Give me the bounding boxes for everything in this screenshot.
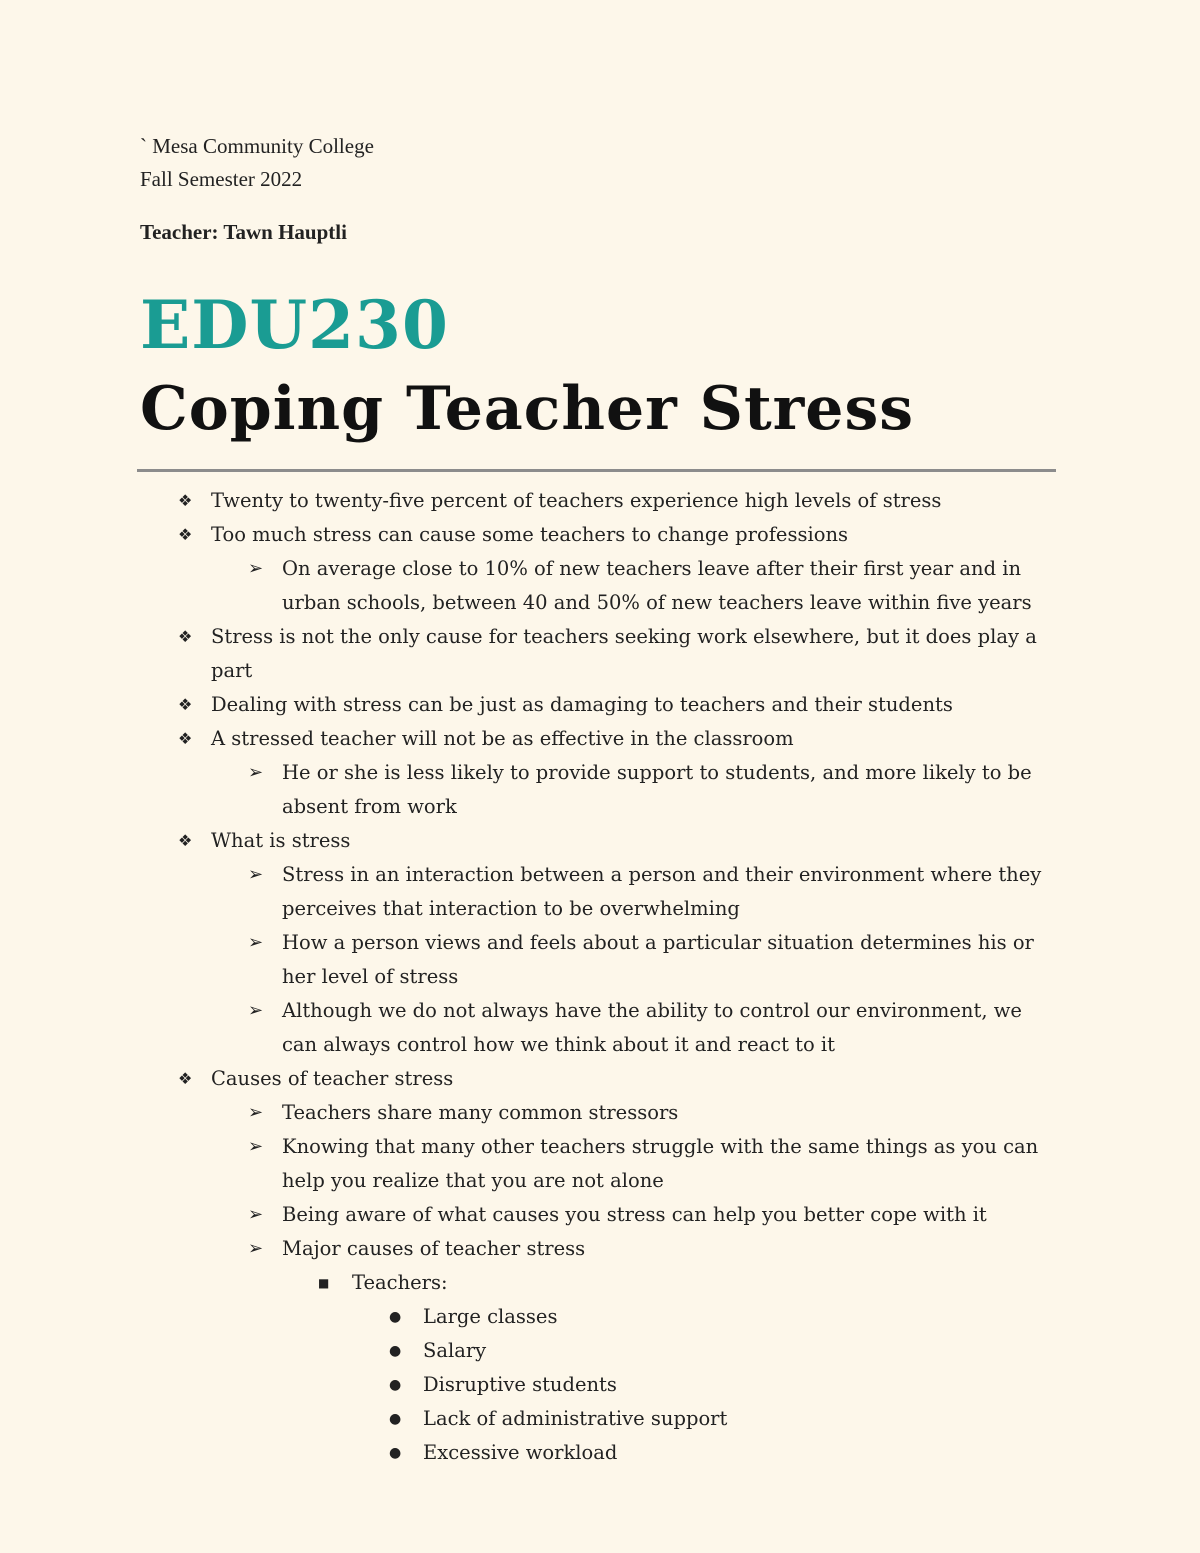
- list-item: [0, 620, 1200, 688]
- list-item: [0, 858, 1200, 926]
- list-item: [0, 484, 1200, 518]
- dot-bullet-icon: ●: [389, 1445, 402, 1461]
- list-item-text: A stressed teacher will not be as effective in the classroom: [211, 727, 794, 750]
- list-item: [0, 1368, 1200, 1402]
- list-item: [0, 926, 1200, 994]
- page-title: Coping Teacher Stress: [140, 374, 915, 444]
- list-item: [0, 518, 1200, 552]
- semester-label: Fall Semester 2022: [140, 167, 303, 191]
- list-item: [0, 722, 1200, 756]
- diamond-bullet-icon: ❖: [178, 831, 193, 850]
- list-item: [0, 1402, 1200, 1436]
- diamond-bullet-icon: ❖: [178, 491, 193, 510]
- list-item: [0, 688, 1200, 722]
- list-item-text: Too much stress can cause some teachers to change professions: [211, 523, 849, 546]
- arrow-bullet-icon: ➢: [248, 1000, 264, 1021]
- arrow-bullet-icon: ➢: [248, 762, 264, 783]
- arrow-bullet-icon: ➢: [248, 1136, 264, 1157]
- diamond-bullet-icon: ❖: [178, 525, 193, 544]
- list-item-text: Stress is not the only cause for teachers seeking work elsewhere, but it does play a part: [211, 625, 1037, 682]
- list-item-text: Knowing that many other teachers struggle with the same things as you can help you realize that you are not alone: [282, 1135, 1039, 1192]
- list-item-text: Disruptive students: [423, 1373, 617, 1396]
- diamond-bullet-icon: ❖: [178, 695, 193, 714]
- list-item-text: Excessive workload: [423, 1441, 618, 1464]
- course-code: EDU230: [140, 286, 449, 364]
- list-item-text: Dealing with stress can be just as damaging to teachers and their students: [211, 693, 953, 716]
- list-item-text: On average close to 10% of new teachers leave after their first year and in urban schools, between 40 and 50% of new teachers leave within five years: [282, 557, 1032, 614]
- dot-bullet-icon: ●: [389, 1377, 402, 1393]
- arrow-bullet-icon: ➢: [248, 1102, 264, 1123]
- notes-list: [0, 484, 1200, 1470]
- arrow-bullet-icon: ➢: [248, 1238, 264, 1259]
- list-item-text: Stress in an interaction between a person and their environment where they perceives that interaction to be overwhelming: [282, 863, 1042, 920]
- arrow-bullet-icon: ➢: [248, 932, 264, 953]
- list-item-text: Salary: [423, 1339, 487, 1362]
- teacher-name: Teacher: Tawn Hauptli: [140, 220, 347, 244]
- list-item-text: Lack of administrative support: [423, 1407, 728, 1430]
- arrow-bullet-icon: ➢: [248, 558, 264, 579]
- list-item: [0, 1232, 1200, 1266]
- diamond-bullet-icon: ❖: [178, 627, 193, 646]
- list-item-text: Although we do not always have the ability to control our environment, we can always control how we think about it and react to it: [282, 999, 1022, 1056]
- list-item: [0, 1266, 1200, 1300]
- list-item: [0, 1334, 1200, 1368]
- list-item: [0, 994, 1200, 1062]
- college-name: ` Mesa Community College: [140, 134, 374, 158]
- dot-bullet-icon: ●: [389, 1343, 402, 1359]
- dot-bullet-icon: ●: [389, 1411, 402, 1427]
- list-item: [0, 1300, 1200, 1334]
- square-bullet-icon: ■: [318, 1276, 330, 1290]
- list-item: [0, 1198, 1200, 1232]
- diamond-bullet-icon: ❖: [178, 729, 193, 748]
- list-item-text: He or she is less likely to provide support to students, and more likely to be absent from work: [282, 761, 1032, 818]
- list-item-text: Major causes of teacher stress: [282, 1237, 586, 1260]
- list-item: [0, 756, 1200, 824]
- list-item: [0, 1436, 1200, 1470]
- list-item-text: Large classes: [423, 1305, 558, 1328]
- diamond-bullet-icon: ❖: [178, 1069, 193, 1088]
- arrow-bullet-icon: ➢: [248, 1204, 264, 1225]
- list-item-text: What is stress: [211, 829, 351, 852]
- list-item: [0, 1096, 1200, 1130]
- list-item-text: Causes of teacher stress: [211, 1067, 454, 1090]
- list-item: [0, 1130, 1200, 1198]
- list-item-text: Being aware of what causes you stress can help you better cope with it: [282, 1203, 987, 1226]
- list-item-text: Teachers share many common stressors: [282, 1101, 679, 1124]
- list-item-text: Twenty to twenty-five percent of teachers experience high levels of stress: [211, 489, 942, 512]
- list-item-text: Teachers:: [352, 1271, 448, 1294]
- arrow-bullet-icon: ➢: [248, 864, 264, 885]
- list-item: [0, 552, 1200, 620]
- list-item: [0, 824, 1200, 858]
- list-item: [0, 1062, 1200, 1096]
- title-divider: [137, 469, 1056, 472]
- list-item-text: How a person views and feels about a particular situation determines his or her level of stress: [282, 931, 1034, 988]
- dot-bullet-icon: ●: [389, 1309, 402, 1325]
